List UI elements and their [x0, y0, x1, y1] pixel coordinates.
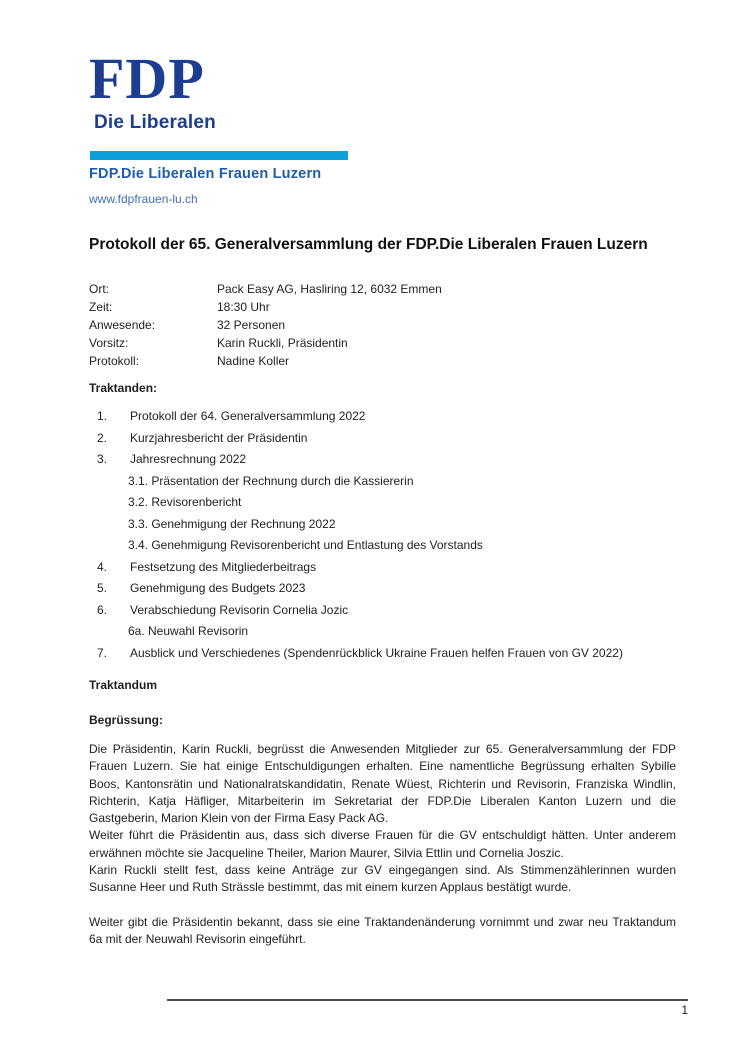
- document-title: Protokoll der 65. Generalversammlung der FDP.Die Liberalen Frauen Luzern: [89, 236, 648, 253]
- agenda-item-text: Verabschiedung Revisorin Cornelia Jozic: [130, 602, 349, 617]
- agenda-item: [89, 406, 676, 428]
- body-paragraph: Weiter führt die Präsidentin aus, dass sich diverse Frauen für die GV entschuldigt hätten. Unter anderem erwähnen möchte sie Jacqueline Theiler, Marion Maurer, Silvia Ettlin und Cornelia Joszic.: [89, 828, 676, 860]
- agenda-item-text: 3.3. Genehmigung der Rechnung 2022: [128, 516, 336, 531]
- agenda-item: [89, 578, 676, 600]
- agenda-item: [89, 621, 676, 643]
- agenda-item-number: [89, 492, 128, 514]
- document-header: [89, 46, 676, 208]
- agenda-item-text: Ausblick und Verschiedenes (Spendenrückblick Ukraine Frauen helfen Frauen von GV 2022): [130, 645, 623, 660]
- meeting-detail-row: [89, 298, 676, 316]
- meeting-details: [89, 280, 676, 370]
- agenda-item-number: 2.: [97, 430, 108, 445]
- agenda-item-text: 3.1. Präsentation der Rechnung durch die Kassiererin: [128, 473, 414, 488]
- agenda-item-text: 6a. Neuwahl Revisorin: [128, 624, 249, 638]
- agenda-item: [89, 643, 676, 665]
- meeting-detail-label: Ort:: [89, 282, 109, 296]
- agenda-item-number: [89, 535, 128, 557]
- agenda-item-number: [89, 621, 128, 643]
- meeting-detail-row: [89, 280, 676, 298]
- agenda-item-number: 6.: [97, 602, 108, 617]
- body-text: [89, 741, 676, 948]
- meeting-detail-label: Protokoll:: [89, 354, 140, 368]
- agenda-item-number: 4.: [97, 559, 108, 574]
- agenda-item: [89, 557, 676, 579]
- traktandum-heading: Traktandum: [89, 678, 158, 692]
- begruessung-heading: Begrüssung:: [89, 713, 164, 727]
- agenda-item-text: Festsetzung des Mitgliederbeitrags: [130, 559, 317, 574]
- agenda-item-text: Jahresrechnung 2022: [130, 452, 247, 466]
- agenda-item: [89, 535, 676, 557]
- footer-rule: [167, 999, 688, 1001]
- agenda-item: [89, 471, 676, 493]
- agenda-item-text: Genehmigung des Budgets 2023: [130, 581, 306, 595]
- agenda-item: [89, 492, 676, 514]
- meeting-detail-value: 18:30 Uhr: [217, 300, 270, 314]
- fdp-logo-acronym: FDP: [89, 46, 205, 111]
- agenda-item-text: Protokoll der 64. Generalversammlung 2022: [130, 409, 366, 423]
- agenda-item: [89, 449, 676, 471]
- brand-divider-bar: [90, 151, 348, 160]
- meeting-detail-value: Karin Ruckli, Präsidentin: [217, 336, 348, 350]
- meeting-detail-row: [89, 352, 676, 370]
- body-paragraph: Weiter gibt die Präsidentin bekannt, dass sie eine Traktandenänderung vornimmt und zwar neu Traktandum 6a mit der Neuwahl Revisorin eingeführt.: [89, 914, 676, 946]
- meeting-detail-row: [89, 316, 676, 334]
- agenda-item-number: 1.: [97, 409, 108, 423]
- meeting-detail-value: Pack Easy AG, Hasliring 12, 6032 Emmen: [217, 282, 442, 296]
- agenda-item-text: Kurzjahresbericht der Präsidentin: [130, 430, 308, 445]
- meeting-detail-label: Anwesende:: [89, 318, 156, 332]
- agenda-item-number: 3.: [97, 452, 108, 466]
- meeting-detail-value: Nadine Koller: [217, 354, 290, 368]
- agenda-item-number: [89, 514, 128, 536]
- website-link[interactable]: www.fdpfrauen-lu.ch: [89, 192, 198, 206]
- agenda-heading: Traktanden:: [89, 381, 158, 395]
- body-paragraph: Die Präsidentin, Karin Ruckli, begrüsst die Anwesenden Mitglieder zur 65. Generalversammlung der FDP Frauen Luzern. Sie hat einige Entschuldigungen erhalten. Eine namentliche Begrüssung erhalten Sybille Boos, Kantonsrätin und Nationalratskandidatin, Renate Wüest, Richterin und Revisorin, Franziska Windlin, Richterin, Katja Häfliger, Mitarbeiterin im Sekretariat der FDP.Die Liberalen Kanton Luzern und die Gastgeberin, Marion Klein von der Firma Easy Pack AG.: [89, 742, 676, 826]
- meeting-detail-label: Zeit:: [89, 300, 113, 314]
- organization-name: FDP.Die Liberalen Frauen Luzern: [89, 166, 322, 182]
- agenda-item-number: [89, 471, 128, 493]
- meeting-detail-value: 32 Personen: [217, 318, 286, 332]
- body-paragraph: Karin Ruckli stellt fest, dass keine Anträge zur GV eingegangen sind. Als Stimmenzählerinnen wurden Susanne Heer und Ruth Strässle bestimmt, das mit einem kurzen Applaus bestätigt wurde.: [89, 863, 676, 895]
- meeting-detail-label: Vorsitz:: [89, 336, 129, 350]
- agenda-item: [89, 600, 676, 622]
- page-number: 1: [681, 1003, 688, 1017]
- fdp-logo: [89, 46, 676, 134]
- agenda-item-number: 5.: [97, 581, 108, 595]
- meeting-detail-row: [89, 334, 676, 352]
- agenda-item: [89, 514, 676, 536]
- agenda-item-number: 7.: [97, 645, 108, 660]
- fdp-logo-subtitle: Die Liberalen: [94, 112, 216, 133]
- agenda-list: [89, 406, 676, 664]
- agenda-item-text: 3.2. Revisorenbericht: [128, 495, 242, 509]
- agenda-item-text: 3.4. Genehmigung Revisorenbericht und Entlastung des Vorstands: [128, 538, 483, 552]
- agenda-item: [89, 428, 676, 450]
